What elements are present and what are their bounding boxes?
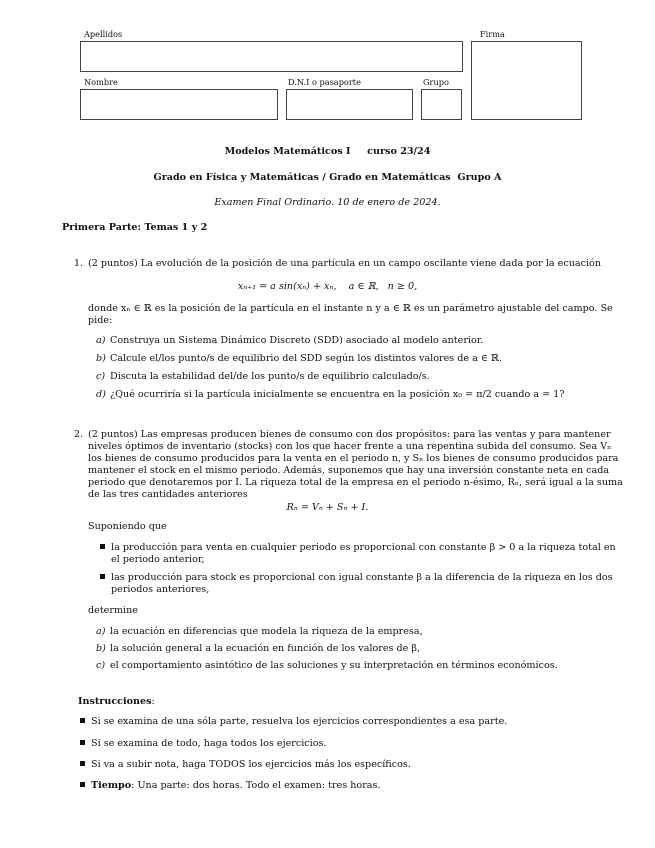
instruccion-text: Si se examina de todo, haga todos los ejercicios. bbox=[91, 738, 327, 749]
instruccion-item bbox=[80, 759, 411, 771]
q1-item bbox=[96, 389, 564, 401]
dni-field[interactable] bbox=[286, 89, 413, 120]
dni-label: D.N.I o pasaporte bbox=[288, 77, 361, 87]
q2-line: (2 puntos) Las empresas producen bienes de consumo con dos propósitos: para las ventas y para mantener bbox=[88, 429, 611, 440]
bullet-icon bbox=[80, 718, 85, 723]
grupo-field[interactable] bbox=[421, 89, 462, 120]
instrucciones-title: Instrucciones bbox=[78, 696, 152, 707]
instrucciones-colon: : bbox=[151, 696, 155, 707]
q1-item bbox=[96, 371, 430, 383]
firma-box[interactable] bbox=[471, 41, 582, 120]
q2-item bbox=[96, 643, 420, 655]
q1-item-text: Discuta la estabilidad del/de los punto/s de equilibrio calculado/s. bbox=[110, 371, 430, 382]
instruccion-text: Si va a subir nota, haga TODOS los ejercicios más los específicos. bbox=[91, 759, 411, 770]
q2-bullet-line2: periodos anteriores, bbox=[111, 584, 210, 595]
bullet-icon bbox=[100, 544, 105, 549]
q1-item bbox=[96, 335, 483, 347]
instruccion-text: Si se examina de una sóla parte, resuelva los ejercicios correspondientes a esa parte. bbox=[91, 716, 508, 727]
q2-item bbox=[96, 660, 558, 672]
course-title: Modelos Matemáticos I curso 23/24 bbox=[224, 146, 431, 157]
q2-bullet-item bbox=[100, 572, 613, 584]
q2-suponiendo: Suponiendo que bbox=[88, 521, 167, 532]
q2-number: 2. bbox=[74, 429, 84, 440]
q2-item-letter: a) bbox=[96, 626, 106, 637]
q2-item-letter: b) bbox=[96, 643, 106, 654]
q2-item-text: la ecuación en diferencias que modela la riqueza de la empresa, bbox=[110, 626, 423, 637]
q1-equation: xₙ₊₁ = a sin(xₙ) + xₙ, a ∈ ℝ, n ≥ 0, bbox=[237, 281, 418, 292]
bullet-icon bbox=[80, 761, 85, 766]
q1-number: 1. bbox=[74, 258, 84, 269]
q2-equation: Rₙ = Vₙ + Sₙ + I. bbox=[286, 502, 369, 513]
q1-item bbox=[96, 353, 502, 365]
instruccion-item bbox=[80, 780, 380, 792]
q1-item-letter: c) bbox=[96, 371, 106, 382]
q1-item-text: ¿Qué ocurriría si la partícula inicialmente se encuentra en la posición x₀ = π/2 cuando a = 1? bbox=[110, 389, 565, 400]
q1-text-line2: pide: bbox=[88, 315, 113, 326]
tiempo-label: Tiempo bbox=[91, 780, 132, 791]
q2-bullet-line2: el periodo anterior, bbox=[111, 554, 205, 565]
apellidos-label: Apellidos bbox=[84, 29, 123, 39]
section-title: Primera Parte: Temas 1 y 2 bbox=[62, 222, 208, 233]
firma-label: Firma bbox=[480, 29, 505, 39]
q2-bullet-item bbox=[100, 542, 616, 554]
bullet-icon bbox=[100, 574, 105, 579]
nombre-field[interactable] bbox=[80, 89, 278, 120]
q1-item-letter: d) bbox=[96, 389, 106, 400]
q2-bullet-line1: la producción para venta en cualquier periodo es proporcional con constante β > 0 a la riqueza total en bbox=[111, 542, 616, 553]
instruccion-item bbox=[80, 716, 507, 728]
q2-line: mantener el stock en el mismo periodo. Además, suponemos que hay una inversión constante neta en cada bbox=[88, 465, 610, 476]
q1-item-letter: a) bbox=[96, 335, 106, 346]
q2-line: periodo que denotaremos por I. La riqueza total de la empresa en el periodo n-ésimo, Rₙ, será igual a la suma bbox=[88, 477, 623, 488]
q1-item-text: Construya un Sistema Dinámico Discreto (SDD) asociado al modelo anterior. bbox=[110, 335, 484, 346]
q2-item bbox=[96, 626, 423, 638]
q2-line: niveles óptimos de inventario (stocks) con los que hacer frente a una repentina subida del consumo. Sea Vₙ bbox=[88, 441, 612, 452]
bullet-icon bbox=[80, 782, 85, 787]
q1-item-letter: b) bbox=[96, 353, 106, 364]
q2-line: los bienes de consumo producidos para la venta en el periodo n, y Sₙ los bienes de consumo producidos para bbox=[88, 453, 619, 464]
q2-line: de las tres cantidades anteriores bbox=[88, 489, 248, 500]
q2-item-text: el comportamiento asintótico de las soluciones y su interpretación en términos económicos. bbox=[110, 660, 558, 671]
instruccion-item bbox=[80, 738, 326, 750]
q2-determine: determine bbox=[88, 605, 138, 616]
nombre-label: Nombre bbox=[84, 77, 118, 87]
q1-intro: (2 puntos) La evolución de la posición de una partícula en un campo oscilante viene dada por la ecuación bbox=[88, 258, 602, 269]
apellidos-field[interactable] bbox=[80, 41, 463, 72]
grupo-label: Grupo bbox=[423, 77, 449, 87]
exam-subtitle: Examen Final Ordinario. 10 de enero de 2024. bbox=[214, 197, 441, 208]
q1-text-line1: donde xₙ ∈ ℝ es la posición de la partícula en el instante n y a ∈ ℝ es un parámetro ajustable del campo. Se bbox=[88, 303, 613, 314]
q2-bullet-line1: las producción para stock es proporcional con igual constante β a la diferencia de la riqueza en los dos bbox=[111, 572, 613, 583]
q1-item-text: Calcule el/los punto/s de equilibrio del SDD según los distintos valores de a ∈ ℝ. bbox=[110, 353, 503, 364]
instrucciones-heading bbox=[78, 696, 155, 708]
degree-title: Grado en Física y Matemáticas / Grado en Matemáticas Grupo A bbox=[153, 172, 502, 183]
q2-item-text: la solución general a la ecuación en función de los valores de β, bbox=[110, 643, 420, 654]
tiempo-text: : Una parte: dos horas. Todo el examen: tres horas. bbox=[131, 780, 381, 791]
bullet-icon bbox=[80, 740, 85, 745]
q2-item-letter: c) bbox=[96, 660, 106, 671]
